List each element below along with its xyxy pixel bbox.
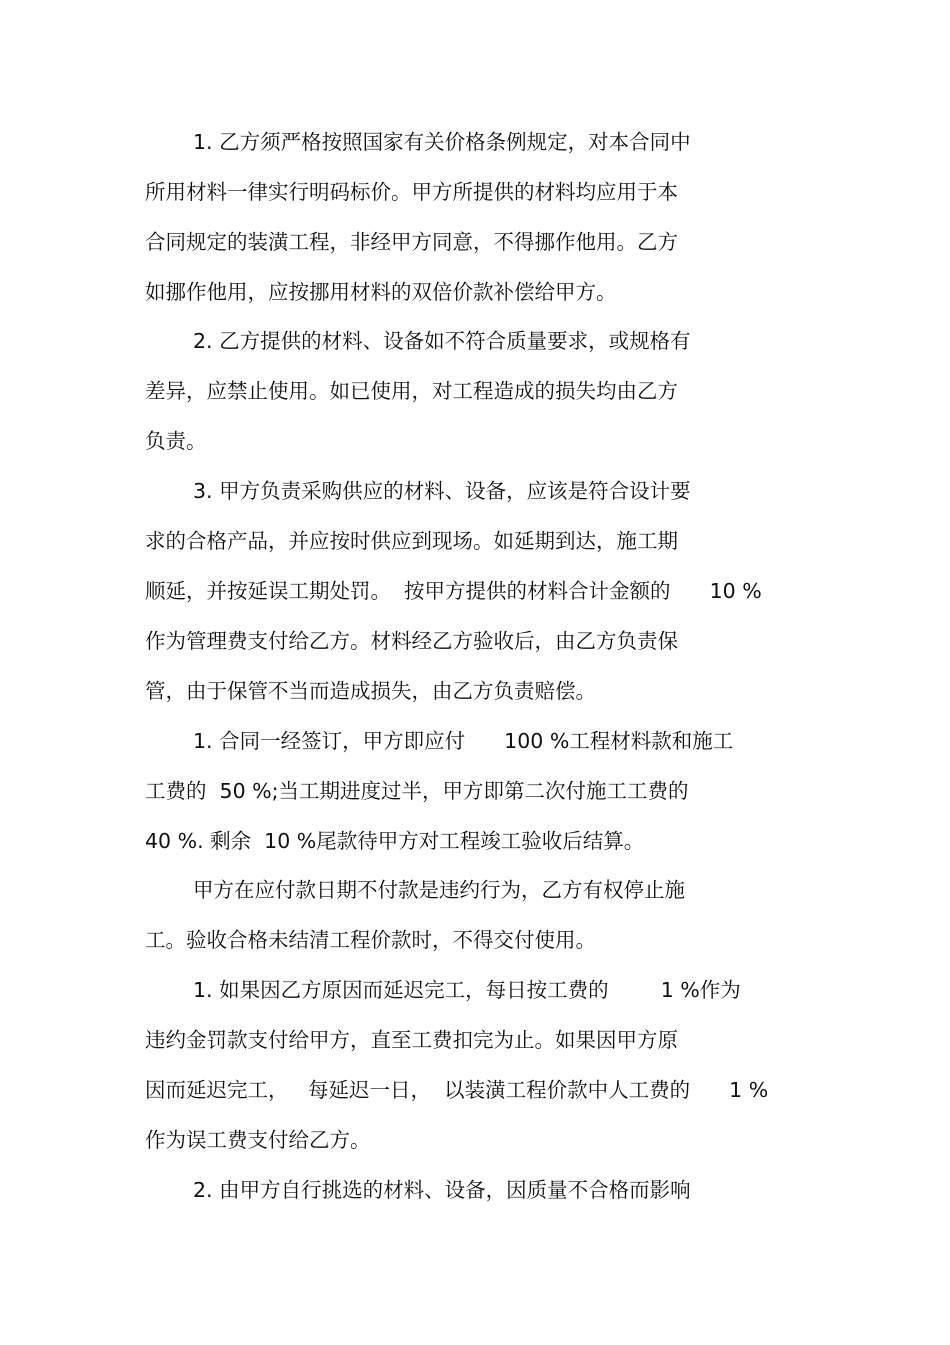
text-line: 作为误工费支付给乙方。 — [145, 1128, 371, 1152]
text-line: 如挪作他用，应按挪用材料的双倍价款补偿给甲方。 — [145, 280, 617, 304]
text-line: 所用材料一律实行明码标价。甲方所提供的材料均应用于本 — [145, 180, 678, 204]
text-line: 作为管理费支付给乙方。材料经乙方验收后，由乙方负责保 — [145, 629, 678, 653]
text-line: 因而延迟完工， 每延迟一日， 以装潢工程价款中人工费的 1 % — [145, 1078, 769, 1102]
text-line: 求的合格产品，并应按时供应到现场。如延期到达，施工期 — [145, 529, 678, 553]
text-line: 合同规定的装潢工程，非经甲方同意，不得挪作他用。乙方 — [145, 230, 678, 254]
text-line: 1. 乙方须严格按照国家有关价格条例规定，对本合同中 — [193, 130, 691, 154]
text-line: 管，由于保管不当而造成损失，由乙方负责赔偿。 — [145, 679, 596, 703]
text-line: 2. 由甲方自行挑选的材料、设备，因质量不合格而影响 — [193, 1178, 691, 1202]
text-line: 2. 乙方提供的材料、设备如不符合质量要求，或规格有 — [193, 329, 691, 353]
text-line: 负责。 — [145, 429, 207, 453]
text-line: 甲方在应付款日期不付款是违约行为，乙方有权停止施 — [193, 878, 685, 902]
text-line: 1. 如果因乙方原因而延迟完工，每日按工费的 1 %作为 — [193, 978, 741, 1002]
text-line: 工费的 50 %;当工期进度过半，甲方即第二次付施工工费的 — [145, 779, 689, 803]
text-line: 顺延，并按延误工期处罚。 按甲方提供的材料合计金额的 10 % — [145, 579, 762, 603]
text-line: 工。验收合格未结清工程价款时，不得交付使用。 — [145, 928, 596, 952]
text-line: 差异，应禁止使用。如已使用，对工程造成的损失均由乙方 — [145, 379, 678, 403]
text-line: 3. 甲方负责采购供应的材料、设备，应该是符合设计要 — [193, 479, 691, 503]
text-line: 40 %. 剩余 10 %尾款待甲方对工程竣工验收后结算。 — [145, 829, 645, 853]
text-line: 违约金罚款支付给甲方，直至工费扣完为止。如果因甲方原 — [145, 1028, 678, 1052]
text-line: 1. 合同一经签订，甲方即应付 100 %工程材料款和施工 — [193, 729, 734, 753]
